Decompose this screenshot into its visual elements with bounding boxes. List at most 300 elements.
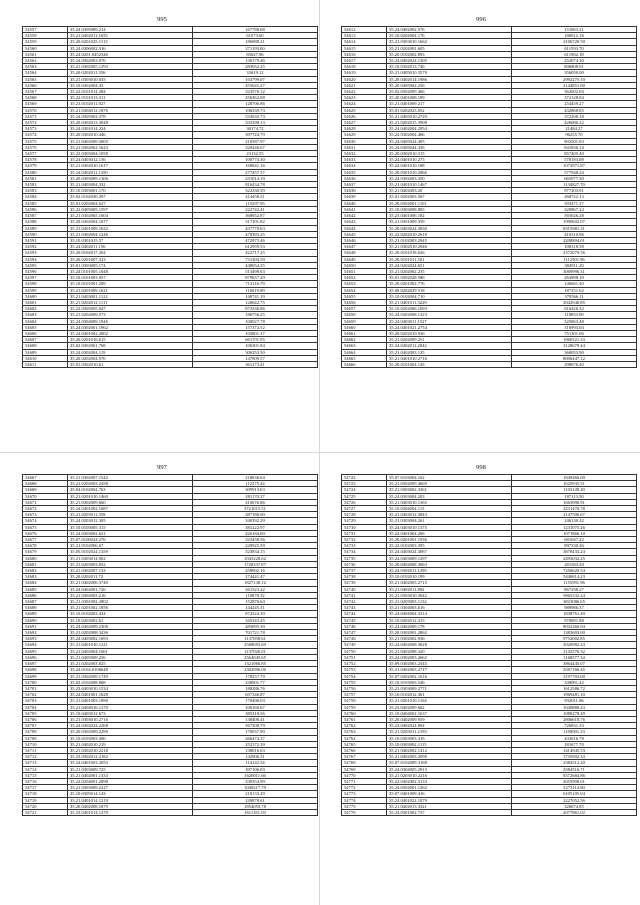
code-cell: 35.21.0402003.135 [387, 349, 512, 355]
code-cell: 35.24.0403002.1693 [68, 636, 193, 642]
row-index-cell: 54558 [23, 33, 68, 39]
row-index-cell: 54733 [342, 543, 387, 549]
amount-cell: 370566.11 [512, 293, 637, 299]
row-index-cell: 54565 [23, 76, 68, 82]
row-index-cell: 54662 [342, 337, 387, 343]
row-index-cell: 54758 [342, 698, 387, 704]
code-cell: 35.20.0405002.256 [387, 82, 512, 88]
amount-cell: 220925.59 [193, 543, 318, 549]
amount-cell: 661701.95 [193, 337, 318, 343]
amount-cell: 2806618.76 [512, 716, 637, 722]
code-cell: 35.22.0405005.1597 [68, 206, 193, 212]
code-cell: 35.20.0403024.3830 [387, 225, 512, 231]
amount-cell: 83627.96 [193, 51, 318, 57]
code-cell: 35.10.0404002.1637 [387, 710, 512, 716]
code-cell: 35.21.0402011.882 [387, 586, 512, 592]
code-cell: 35.21.0201002.1856 [68, 605, 193, 611]
row-index-cell: 54660 [342, 324, 387, 330]
row-index-cell: 54557 [23, 27, 68, 33]
row-index-cell: 54651 [342, 268, 387, 274]
amount-cell: 1663996.91 [512, 499, 637, 505]
code-cell: 35.21.0403004.332 [68, 182, 193, 188]
amount-cell: 1231075.26 [512, 524, 637, 530]
row-index-cell: 54666 [342, 361, 387, 367]
amount-cell: 361273.41 [193, 361, 318, 367]
amount-cell: 100318.58 [512, 244, 637, 250]
amount-cell: 1045228.62 [193, 555, 318, 561]
amount-cell: 360053.90 [512, 349, 637, 355]
amount-cell: 210587.97 [193, 138, 318, 144]
code-cell: 35.24.0403011.1527 [387, 318, 512, 324]
row-index-cell: 54618 [342, 64, 387, 70]
row-index-cell: 54694 [23, 642, 68, 648]
row-index-cell: 54693 [23, 636, 68, 642]
code-cell: 35.02.0302001.768 [68, 343, 193, 349]
row-index-cell: 54740 [342, 586, 387, 592]
code-cell: 35.21.0302010.1617 [68, 163, 193, 169]
row-index-cell: 54677 [23, 537, 68, 543]
amount-cell: 1620011.66 [193, 772, 318, 778]
amount-cell: 731304.59 [193, 256, 318, 262]
code-cell: 35.21.0303010.3042 [387, 592, 512, 598]
row-index-cell: 54645 [342, 231, 387, 237]
amount-cell: 333398.13 [193, 120, 318, 126]
amount-cell: 167788.68 [193, 27, 318, 33]
row-index-cell: 54712 [23, 754, 68, 760]
row-index-cell: 54590 [23, 231, 68, 237]
code-cell: 35.10.0301015.57 [68, 237, 193, 243]
amount-cell: 146661.40 [512, 281, 637, 287]
code-cell: 35.23.0102011.827 [68, 101, 193, 107]
code-cell: 35.24.0403010.1375 [387, 524, 512, 530]
table-row [342, 809, 637, 815]
amount-cell: 1854055.78 [193, 803, 318, 809]
code-cell: 35.21.0304003.616 [387, 605, 512, 611]
code-cell: 35.10.0303001.170 [68, 188, 193, 194]
amount-cell: 112275.44 [193, 481, 318, 487]
code-cell: 35.24.0403012.136 [68, 157, 193, 163]
code-cell: 35.24.0302004.466 [387, 132, 512, 138]
row-index-cell: 54695 [23, 648, 68, 654]
row-index-cell: 54572 [23, 120, 68, 126]
row-index-cell: 54735 [342, 555, 387, 561]
row-index-cell: 54576 [23, 144, 68, 150]
row-index-cell: 54689 [23, 611, 68, 617]
amount-cell: 187113.50 [512, 493, 637, 499]
row-index-cell: 54754 [342, 673, 387, 679]
row-index-cell: 54664 [342, 349, 387, 355]
row-index-cell: 54621 [342, 82, 387, 88]
amount-cell: 118853.89 [512, 312, 637, 318]
code-cell: 35.23.0401014.1279 [68, 809, 193, 815]
amount-cell: 61073.60 [193, 33, 318, 39]
code-cell: 35.24.0303002.621 [68, 530, 193, 536]
code-cell: 35.24.0401002.1687 [68, 506, 193, 512]
row-index-cell: 54599 [23, 287, 68, 293]
amount-cell: 281170.27 [193, 493, 318, 499]
page-number: 997 [157, 464, 167, 471]
amount-cell: 3128679.44 [512, 343, 637, 349]
row-index-cell: 54705 [23, 710, 68, 716]
code-cell: 35.01.0302010.61 [68, 361, 193, 367]
row-index-cell: 54766 [342, 747, 387, 753]
row-index-cell: 54611 [23, 361, 68, 367]
code-cell: 35.24.0402011.1350 [68, 169, 193, 175]
row-index-cell: 54567 [23, 89, 68, 95]
amount-cell: 989986.37 [512, 605, 637, 611]
amount-cell: 5020982.23 [512, 642, 637, 648]
code-cell: 35.24.0401010.108 [387, 163, 512, 169]
code-cell: 35.21.0303010.2716 [68, 716, 193, 722]
row-index-cell: 54654 [342, 287, 387, 293]
row-index-cell: 54756 [342, 685, 387, 691]
code-cell: 35.24.0401010.275 [387, 157, 512, 163]
row-index-cell: 54639 [342, 194, 387, 200]
amount-cell: 483095.39 [193, 623, 318, 629]
code-cell: 35.10.0202006.1093 [387, 306, 512, 312]
code-cell: 35.24.0303004.203 [387, 493, 512, 499]
records-table [341, 26, 637, 368]
amount-cell: 397106.03 [193, 766, 318, 772]
row-index-cell: 54769 [342, 766, 387, 772]
code-cell: 35.21.0402003.2098 [387, 754, 512, 760]
code-cell: 35.24.0402008.3628 [387, 642, 512, 648]
row-index-cell: 54667 [23, 475, 68, 481]
row-index-cell: 54730 [342, 524, 387, 530]
amount-cell: 2384512.20 [512, 760, 637, 766]
code-cell: 35.21.0303014.902 [68, 555, 193, 561]
amount-cell: 713116.79 [193, 281, 318, 287]
row-index-cell: 54714 [23, 766, 68, 772]
row-index-cell: 54601 [23, 299, 68, 305]
row-index-cell: 54738 [342, 574, 387, 580]
row-index-cell: 54589 [23, 225, 68, 231]
code-cell: 35.10.0102002.434 [68, 611, 193, 617]
row-index-cell: 54652 [342, 275, 387, 281]
row-index-cell: 54631 [342, 144, 387, 150]
code-cell: 35.10.0403012.673 [68, 710, 193, 716]
page-number: 995 [157, 16, 167, 23]
code-cell: 35.21.0202003.2458 [68, 481, 193, 487]
row-index-cell: 54776 [342, 809, 387, 815]
amount-cell: 611593.70 [512, 45, 637, 51]
code-cell: 35.21.0202003.825 [68, 661, 193, 667]
amount-cell: 2942940.85 [512, 299, 637, 305]
code-cell: 35.24.0403009.1297 [387, 555, 512, 561]
code-cell: 35.09.0302003.2345 [387, 661, 512, 667]
row-index-cell: 54629 [342, 132, 387, 138]
row-index-cell: 54772 [342, 785, 387, 791]
row-index-cell: 54608 [23, 343, 68, 349]
records-table [22, 474, 318, 816]
amount-cell: 970691.88 [512, 617, 637, 623]
row-index-cell: 54690 [23, 617, 68, 623]
row-index-cell: 54585 [23, 200, 68, 206]
row-index-cell: 54717 [23, 785, 68, 791]
row-index-cell: 54692 [23, 630, 68, 636]
row-index-cell: 54600 [23, 293, 68, 299]
code-cell: 35.20.0202011.356 [68, 70, 193, 76]
row-index-cell: 54681 [23, 561, 68, 567]
row-index-cell: 54586 [23, 206, 68, 212]
code-cell: 35.01.0202004.627 [68, 200, 193, 206]
row-index-cell: 54684 [23, 580, 68, 586]
amount-cell: 168841.16 [193, 163, 318, 169]
amount-cell: 138016.63 [193, 747, 318, 753]
amount-cell: 163799.07 [193, 76, 318, 82]
code-cell: 35.20.0302010.446 [68, 132, 193, 138]
code-cell: 35.21.0401009.217 [387, 101, 512, 107]
code-cell: 35.23.0401006.182 [387, 213, 512, 219]
row-index-cell: 54720 [23, 803, 68, 809]
amount-cell: 5446814.23 [512, 574, 637, 580]
amount-cell: 1414945.53 [512, 747, 637, 753]
amount-cell: 252074.30 [512, 58, 637, 64]
amount-cell: 1155991.96 [512, 580, 637, 586]
row-index-cell: 54745 [342, 617, 387, 623]
code-cell: 35.20.0201001.1936 [387, 537, 512, 543]
code-cell: 35.21.0402008.320 [387, 648, 512, 654]
code-cell: 35.21.0302007.1542 [68, 475, 193, 481]
code-cell: 35.21.0203010.2216 [387, 772, 512, 778]
code-cell: 35.21.0202008.3436 [68, 630, 193, 636]
code-cell: 35.20.0302001.1101 [387, 200, 512, 206]
amount-cell: 372298.18 [512, 113, 637, 119]
code-cell: 35.24.0402011.156 [68, 244, 193, 250]
amount-cell: 426686.22 [512, 120, 637, 126]
code-cell: 35.07.0106024.276 [68, 537, 193, 543]
row-index-cell: 54728 [342, 512, 387, 518]
code-cell: 35.24.0306002.316 [68, 45, 193, 51]
amount-cell: 100027.78 [193, 318, 318, 324]
code-cell: 35.20.0101011.501 [387, 256, 512, 262]
row-index-cell: 54646 [342, 237, 387, 243]
code-cell: 35.24.0301014.224 [68, 126, 193, 132]
code-cell: 35.23.0402009.662 [387, 704, 512, 710]
code-cell: 35.21.0303010.035 [68, 76, 193, 82]
row-index-cell: 54761 [342, 716, 387, 722]
amount-cell: 100774.30 [193, 157, 318, 163]
amount-cell: 252572.39 [193, 741, 318, 747]
code-cell: 35.21.0301002.2802 [68, 599, 193, 605]
row-index-cell: 54659 [342, 318, 387, 324]
code-cell: 35.22.0202010.2618 [387, 231, 512, 237]
amount-cell: 616426.32 [512, 306, 637, 312]
row-index-cell: 54588 [23, 219, 68, 225]
row-index-cell: 54655 [342, 293, 387, 299]
row-index-cell: 54616 [342, 51, 387, 57]
amount-cell: 1838761.49 [512, 611, 637, 617]
row-index-cell: 54650 [342, 262, 387, 268]
amount-cell: 1611351.03 [193, 809, 318, 815]
row-index-cell: 54739 [342, 580, 387, 586]
code-cell: 35.21.0303004.261 [387, 518, 512, 524]
code-cell: 35.24.0402009.2306 [68, 623, 193, 629]
code-cell: 35.20.0402009.959 [387, 716, 512, 722]
amount-cell: 178257.79 [193, 673, 318, 679]
code-cell: 35.21.0102006.67 [68, 543, 193, 549]
code-cell: 35.21.0302007.133 [68, 568, 193, 574]
amount-cell: 1612586.72 [512, 685, 637, 691]
row-index-cell: 54686 [23, 592, 68, 598]
amount-cell: 8006447.12 [512, 355, 637, 361]
row-index-cell: 54648 [342, 250, 387, 256]
amount-cell: 322330.59 [193, 188, 318, 194]
code-cell: 35.02.0102008.868 [68, 679, 193, 685]
row-index-cell: 54737 [342, 568, 387, 574]
amount-cell: 266474.37 [193, 735, 318, 741]
amount-cell: 1990602.07 [512, 219, 637, 225]
row-index-cell: 54679 [23, 549, 68, 555]
code-cell: 35.21.0402011.1655 [68, 33, 193, 39]
code-cell: 35.01.0303005.174 [68, 262, 193, 268]
amount-cell: 142906.31 [193, 754, 318, 760]
code-cell: 35.21.0402003.2717 [387, 667, 512, 673]
amount-cell: 455641.27 [193, 82, 318, 88]
row-index-cell: 54731 [342, 530, 387, 536]
code-cell: 35.01.0202023.052 [387, 107, 512, 113]
code-cell: 35.23.0402024.894 [387, 723, 512, 729]
row-index-cell: 54561 [23, 51, 68, 57]
code-cell: 35.24.0302008.1323 [387, 312, 512, 318]
amount-cell: 2208804.01 [512, 237, 637, 243]
amount-cell: 578183.08 [512, 157, 637, 163]
amount-cell: 3197703.00 [512, 673, 637, 679]
code-cell: 35.22.0101013.311 [68, 95, 193, 101]
row-index-cell: 54706 [23, 716, 68, 722]
amount-cell: 1625935.51 [512, 481, 637, 487]
amount-cell: 309913.63 [193, 487, 318, 493]
row-index-cell: 54577 [23, 151, 68, 157]
amount-cell: 3864445.07 [512, 661, 637, 667]
row-index-cell: 54630 [342, 138, 387, 144]
code-cell: 35.21.0302009.1749 [68, 673, 193, 679]
code-cell: 35.24.0402009.178 [387, 623, 512, 629]
row-index-cell: 54617 [342, 58, 387, 64]
amount-cell: 1860321.33 [512, 337, 637, 343]
row-index-cell: 54671 [23, 499, 68, 505]
row-index-cell: 54610 [23, 355, 68, 361]
row-index-cell: 54707 [23, 723, 68, 729]
row-index-cell: 54598 [23, 281, 68, 287]
amount-cell: 2568055.69 [193, 642, 318, 648]
code-cell: 35.20.0201002.776 [387, 281, 512, 287]
code-cell: 35.20.0302004.1077 [68, 219, 193, 225]
amount-cell: 170037.90 [193, 729, 318, 735]
row-index-cell: 54623 [342, 95, 387, 101]
code-cell: 35.10.0202004.176 [387, 33, 512, 39]
amount-cell: 6105105.04 [512, 791, 637, 797]
code-cell: 35.10.0303002.1115 [387, 741, 512, 747]
code-cell: 35.24.0201.0452346 [68, 51, 193, 57]
amount-cell: 977203.91 [512, 188, 637, 194]
code-cell: 35.21.0402002.1412 [387, 747, 512, 753]
code-cell: 35.24.0401001.1628 [68, 692, 193, 698]
code-cell: 35.22.0101014.384 [68, 89, 193, 95]
code-cell: 35.20.0402013.3048 [68, 120, 193, 126]
amount-cell: 867298.27 [512, 586, 637, 592]
amount-cell: 187351.62 [512, 287, 637, 293]
code-cell: 35.24.0401004.206 [387, 530, 512, 536]
code-cell: 35.21.0402006.3740 [68, 580, 193, 586]
row-index-cell: 54663 [342, 343, 387, 349]
table-row [342, 361, 637, 367]
amount-cell: 681047.22 [512, 537, 637, 543]
page-number: 998 [476, 464, 486, 471]
code-cell: 35.21.0405010.3579 [387, 70, 512, 76]
amount-cell: 130179.46 [193, 58, 318, 64]
amount-cell: 385318.56 [193, 710, 318, 716]
row-index-cell: 54595 [23, 262, 68, 268]
amount-cell: 170496.03 [193, 698, 318, 704]
row-index-cell: 54709 [23, 735, 68, 741]
row-index-cell: 54559 [23, 39, 68, 45]
amount-cell: 437770.63 [193, 225, 318, 231]
amount-cell: 726831.33 [512, 723, 637, 729]
row-index-cell: 54635 [342, 169, 387, 175]
amount-cell: 3823086.65 [512, 599, 637, 605]
amount-cell: 2144851.00 [512, 82, 637, 88]
row-index-cell: 54634 [342, 163, 387, 169]
row-index-cell: 54771 [342, 778, 387, 784]
code-cell: 35.24.0302011.1295 [387, 568, 512, 574]
row-index-cell: 54750 [342, 648, 387, 654]
code-cell: 35.20.0301010.2966 [387, 169, 512, 175]
row-index-cell: 54638 [342, 188, 387, 194]
amount-cell: 249878.61 [193, 797, 318, 803]
code-cell: 35.22.0402002.3133 [387, 778, 512, 784]
amount-cell: 157372.52 [193, 324, 318, 330]
amount-cell: 874324.39 [193, 611, 318, 617]
code-cell: 35.21.0202002.235 [387, 268, 512, 274]
amount-cell: 478393.25 [193, 231, 318, 237]
row-index-cell: 54604 [23, 318, 68, 324]
amount-cell: 152876.64 [193, 599, 318, 605]
amount-cell: 384911.20 [512, 262, 637, 268]
row-index-cell: 54716 [23, 778, 68, 784]
code-cell: 35.21.0401011.3229 [387, 299, 512, 305]
amount-cell: 410310.96 [512, 231, 637, 237]
row-index-cell: 54732 [342, 537, 387, 543]
row-index-cell: 54773 [342, 791, 387, 797]
code-cell: 35.20.0401008.189 [387, 95, 512, 101]
row-index-cell: 54626 [342, 113, 387, 119]
code-cell: 35.24.0101005.1048 [68, 268, 193, 274]
code-cell: 35.22.0204001.2098 [68, 778, 193, 784]
row-index-cell: 54632 [342, 151, 387, 157]
code-cell: 35.24.0203012.305 [68, 518, 193, 524]
amount-cell: 114142.54 [193, 760, 318, 766]
row-index-cell: 54603 [23, 312, 68, 318]
amount-cell: 577948.24 [512, 169, 637, 175]
code-cell: 35.20.0303009.1306 [68, 175, 193, 181]
code-cell: 35.24.0202024.651 [387, 262, 512, 268]
amount-cell: 432868.05 [512, 107, 637, 113]
code-cell: 35.10.0102012.361 [387, 692, 512, 698]
amount-cell: 879657.29 [193, 275, 318, 281]
row-index-cell: 54673 [23, 512, 68, 518]
code-cell: 35.20.0202004.970 [68, 355, 193, 361]
amount-cell: 1137058.61 [193, 636, 318, 642]
row-index-cell: 54704 [23, 704, 68, 710]
row-index-cell: 54685 [23, 586, 68, 592]
row-index-cell: 54656 [342, 299, 387, 305]
row-index-cell: 54774 [342, 797, 387, 803]
code-cell: 35.21.0302062.1623 [68, 144, 193, 150]
code-cell: 35.24.0403024.3067 [387, 549, 512, 555]
code-cell: 35.20.0302001.2862 [387, 630, 512, 636]
row-index-cell: 54770 [342, 772, 387, 778]
